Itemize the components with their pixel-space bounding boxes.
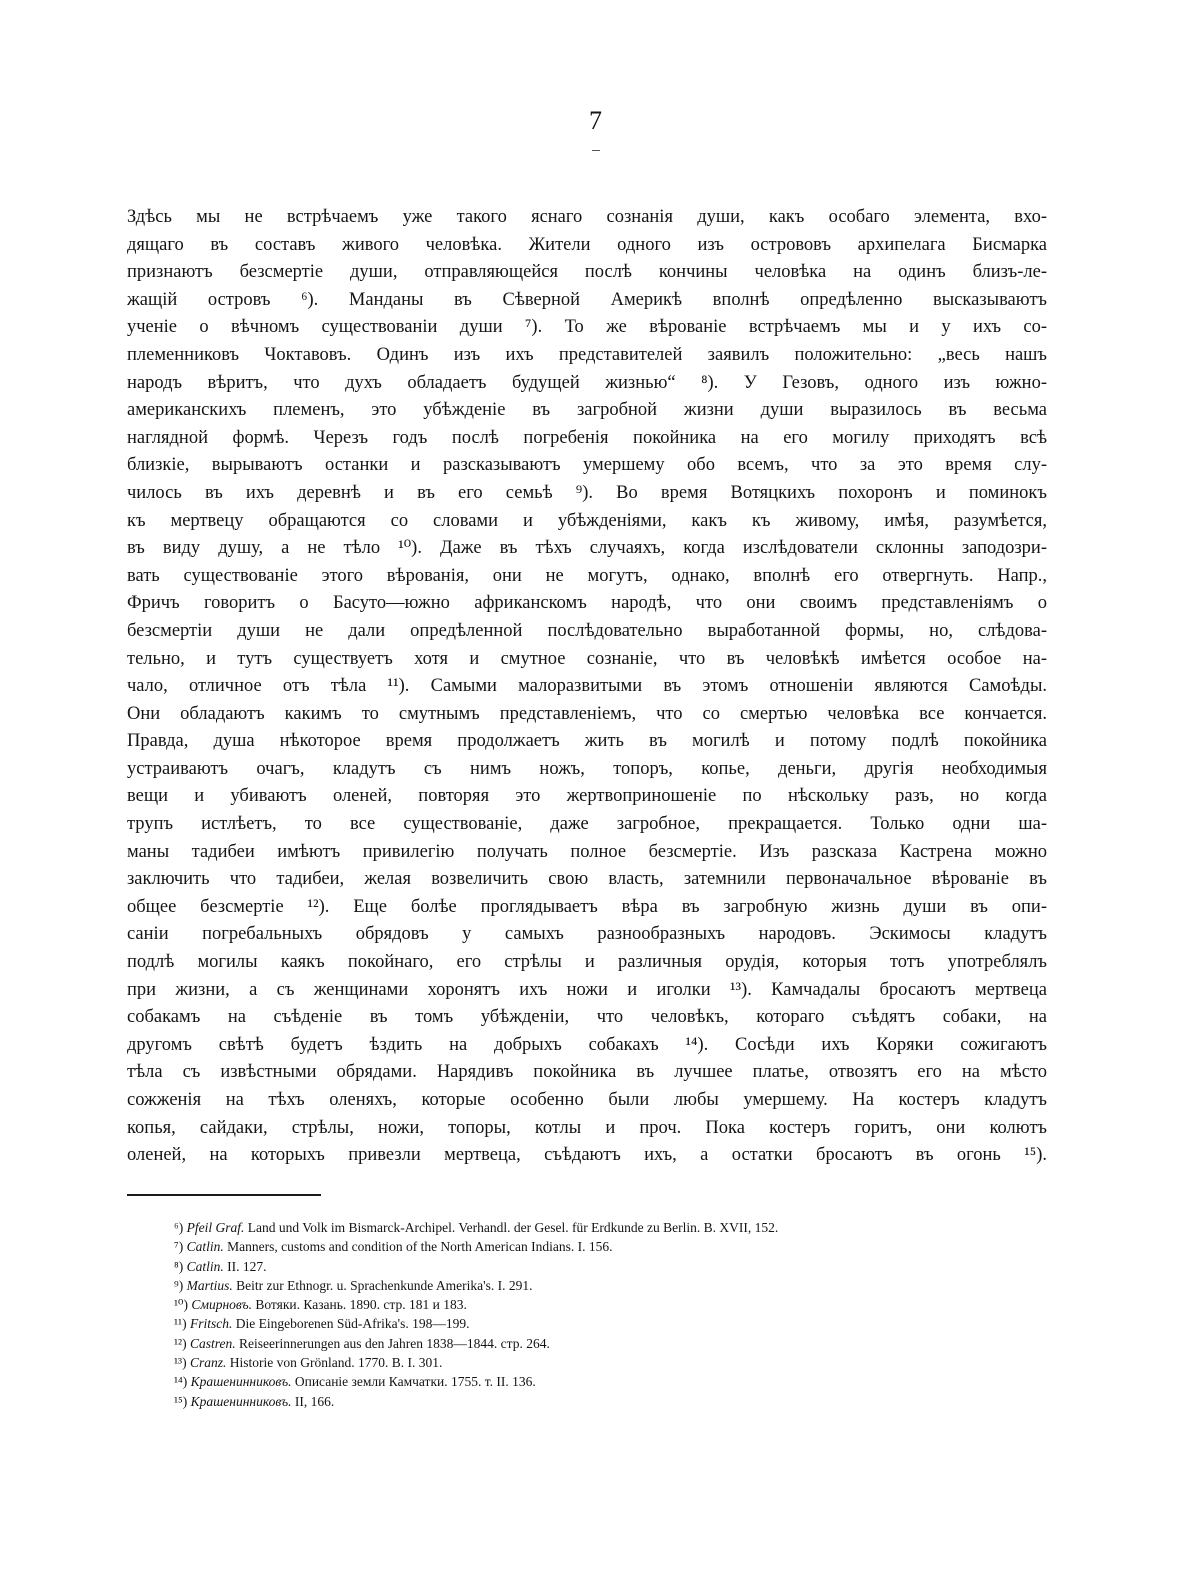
- text-line: заключить что тадибеи, желая возвеличить свою власть, затемнили первоначальное вѣрованіе въ: [127, 869, 1047, 890]
- footnote-text: Reiseerinnerungen aus den Jahren 1838—1844. стр. 264.: [238, 1335, 550, 1351]
- footnote: [174, 1334, 1034, 1353]
- text-line: дящаго въ составъ живого человѣка. Жители одного изъ острововъ архипелага Бисмарка: [127, 234, 1047, 255]
- page-number: 7: [589, 106, 602, 135]
- footnote-author: Castren.: [189, 1335, 236, 1351]
- text-line: копья, сайдаки, стрѣлы, ножи, топоры, котлы и проч. Пока костеръ горитъ, они колютъ: [127, 1117, 1047, 1138]
- text-line: вещи и убиваютъ оленей, повторяя это жертвоприношеніе по нѣскольку разъ, но когда: [127, 786, 1047, 807]
- text-line: въ виду душу, а не тѣло ¹⁰). Даже въ тѣхъ случаяхъ, когда изслѣдователи склонны заподозри-: [127, 538, 1047, 559]
- footnote-mark: ⁶): [174, 1220, 184, 1235]
- footnote-text: Die Eingeborenen Süd-Afrika's. 198—199.: [235, 1316, 470, 1332]
- footnote: [174, 1257, 1034, 1276]
- text-line: Правда, душа нѣкоторое время продолжаетъ жить въ могилѣ и потому подлѣ покойника: [127, 731, 1047, 752]
- text-line: устраиваютъ очагъ, кладутъ съ нимъ ножъ, топоръ, копье, деньги, другія необходимыя: [127, 758, 1047, 779]
- text-line: Фричъ говоритъ о Басуто—южно африканскомъ народѣ, что они своимъ представленіямъ о: [127, 593, 1047, 614]
- footnote: [174, 1353, 1034, 1372]
- footnote-mark: ¹⁴): [174, 1374, 188, 1390]
- footnote: [174, 1295, 1034, 1314]
- footnote: [174, 1237, 1034, 1256]
- footnote-text: Land und Volk im Bismarck-Archipel. Verhandl. der Gesel. für Erdkunde zu Berlin. B. XVII, 152.: [247, 1220, 779, 1235]
- text-line: маны тадибеи имѣютъ привилегію получать полное безсмертіе. Изъ разсказа Кастрена можно: [127, 841, 1047, 862]
- footnote-author: Смирновъ.: [191, 1297, 252, 1313]
- footnote-text: II. 127.: [227, 1258, 267, 1274]
- footnote-author: Fritsch.: [189, 1316, 233, 1332]
- text-line: другомъ свѣтѣ будетъ ѣздить на добрыхъ собакахъ ¹⁴). Сосѣди ихъ Коряки сожигаютъ: [127, 1034, 1047, 1055]
- footnote-text: Вотяки. Казань. 1890. стр. 181 и 183.: [255, 1297, 467, 1313]
- text-line: близкіе, вырываютъ останки и разсказываютъ умершему обо всемъ, что за это время слу-: [127, 455, 1047, 476]
- footnote-author: Catlin.: [186, 1258, 224, 1274]
- footnote-author: Крашенинниковъ.: [190, 1374, 292, 1390]
- footnote-mark: ¹⁰): [174, 1297, 188, 1313]
- footnote: [174, 1392, 1034, 1411]
- text-line: общее безсмертіе ¹²). Еще болѣе проглядываетъ вѣра въ загробную жизнь души въ опи-: [127, 896, 1047, 917]
- text-line: признаютъ безсмертіе души, отправляющейся послѣ кончины человѣка на одинъ близъ-ле-: [127, 262, 1047, 283]
- text-line: чилось въ ихъ деревнѣ и въ его семьѣ ⁹). Во время Вотяцкихъ похоронъ и поминокъ: [127, 482, 1047, 503]
- body-text: [127, 204, 1047, 1170]
- text-line: при жизни, а съ женщинами хоронятъ ихъ ножи и иголки ¹³). Камчадалы бросаютъ мертвеца: [127, 979, 1047, 1000]
- footnote: [174, 1314, 1034, 1333]
- footnote-author: Martius.: [186, 1277, 233, 1293]
- text-line: наглядной формѣ. Черезъ годъ послѣ погребенія покойника на его могилу приходятъ всѣ: [127, 427, 1047, 448]
- footnote-text: Historie von Grönland. 1770. B. I. 301.: [229, 1355, 443, 1371]
- footnote-author: Catlin.: [186, 1239, 224, 1255]
- footnote-separator: [127, 1194, 321, 1196]
- footnote-text: Manners, customs and condition of the North American Indians. I. 156.: [227, 1239, 613, 1255]
- footnote-author: Cranz.: [189, 1355, 227, 1371]
- text-line: вать существованіе этого вѣрованія, они не могутъ, однако, вполнѣ его отвергнуть. Напр.,: [127, 565, 1047, 586]
- footnote-mark: ⁹): [174, 1277, 184, 1293]
- text-line: собакамъ на съѣденіе въ томъ убѣжденіи, что человѣкъ, котораго съѣдятъ собаки, на: [127, 1007, 1047, 1028]
- footnote: [174, 1218, 1034, 1237]
- text-line: тѣла съ извѣстными обрядами. Нарядивъ покойника въ лучшее платье, отвозятъ его на мѣсто: [127, 1062, 1047, 1083]
- footnote-author: Крашенинниковъ.: [190, 1393, 292, 1409]
- page-number-dash: [592, 150, 600, 151]
- footnote-mark: ⁷): [174, 1239, 184, 1255]
- footnote: [174, 1276, 1034, 1295]
- footnote-text: II, 166.: [294, 1393, 335, 1409]
- text-line: американскихъ племенъ, это убѣжденіе въ загробной жизни души выразилось въ весьма: [127, 400, 1047, 421]
- text-line: Они обладаютъ какимъ то смутнымъ представленіемъ, что со смертью человѣка все кончается.: [127, 703, 1047, 724]
- text-line: ученіе о вѣчномъ существованіи души ⁷). То же вѣрованіе встрѣчаемъ мы и у ихъ со-: [127, 317, 1047, 338]
- text-line: племенниковъ Чоктавовъ. Одинъ изъ ихъ представителей заявилъ положительно: „весь нашъ: [127, 344, 1047, 365]
- footnote-mark: ¹¹): [174, 1316, 187, 1332]
- text-line: сожженія на тѣхъ оленяхъ, которые особенно были любы умершему. На костеръ кладутъ: [127, 1090, 1047, 1110]
- text-line: тельно, и тутъ существуетъ хотя и смутное сознаніе, что въ человѣкѣ имѣется особое на-: [127, 648, 1047, 669]
- footnote: [174, 1372, 1034, 1391]
- text-line: саніи погребальныхъ обрядовъ у самыхъ разнообразныхъ народовъ. Эскимосы кладутъ: [127, 924, 1047, 945]
- text-line: къ мертвецу обращаются со словами и убѣжденіями, какъ къ живому, имѣя, разумѣется,: [127, 510, 1047, 531]
- text-line: жащій островъ ⁶). Манданы въ Сѣверной Америкѣ вполнѣ опредѣленно высказываютъ: [127, 289, 1047, 310]
- footnote-mark: ¹²): [174, 1335, 187, 1351]
- text-line: оленей, на которыхъ привезли мертвеца, съѣдаютъ ихъ, а остатки бросаютъ въ огонь ¹⁵).: [127, 1145, 1047, 1166]
- text-line: народъ вѣритъ, что духъ обладаетъ будущей жизнью“ ⁸). У Гезовъ, одного изъ южно-: [127, 372, 1047, 393]
- footnote-mark: ⁸): [174, 1258, 184, 1274]
- text-line: безсмертіи души не дали опредѣленной послѣдовательно выработанной формы, но, слѣдова-: [127, 620, 1047, 641]
- text-line: Здѣсь мы не встрѣчаемъ уже такого яснаго сознанія души, какъ особаго элемента, вхо-: [127, 207, 1047, 227]
- text-line: трупъ истлѣетъ, то все существованіе, даже загробное, прекращается. Только одни ша-: [127, 814, 1047, 835]
- footnote-mark: ¹⁵): [174, 1393, 188, 1409]
- footnote-mark: ¹³): [174, 1355, 187, 1371]
- footnote-text: Beitr zur Ethnogr. u. Sprachenkunde Amerika's. I. 291.: [236, 1277, 533, 1293]
- text-line: подлѣ могилы каякъ покойнаго, его стрѣлы и различныя орудія, которыя тотъ употреблялъ: [127, 952, 1047, 973]
- footnote-text: Описаніе земли Камчатки. 1755. т. II. 136.: [294, 1374, 536, 1390]
- footnotes: [174, 1218, 1034, 1411]
- footnote-author: Pfeil Graf.: [186, 1220, 245, 1235]
- text-line: чало, отличное отъ тѣла ¹¹). Самыми малоразвитыми въ этомъ отношеніи являются Самоѣды.: [127, 676, 1047, 697]
